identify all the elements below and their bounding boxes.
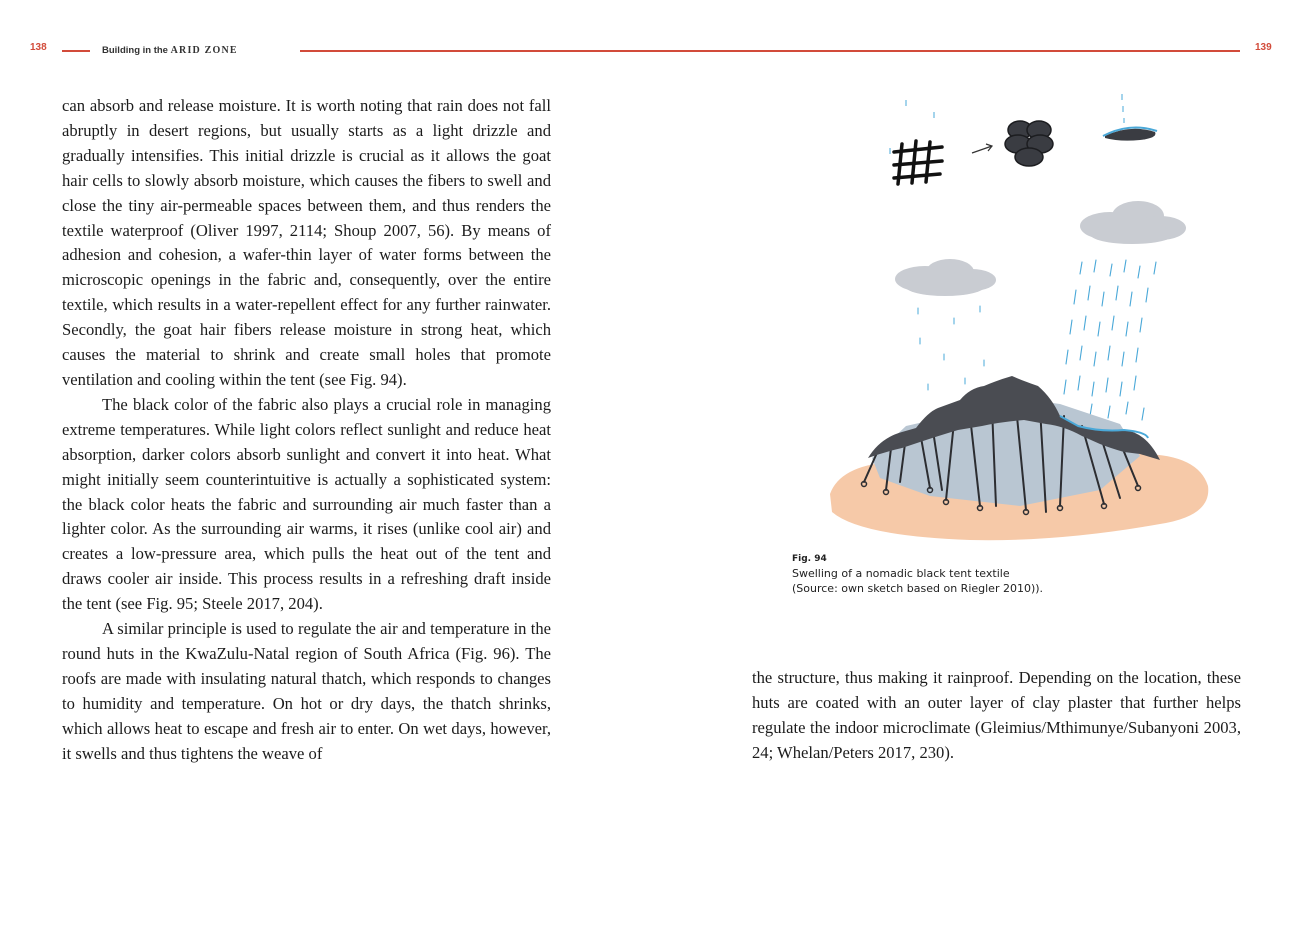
left-page-number: 138 [30, 42, 47, 53]
header-rule-long [300, 50, 1240, 52]
heavy-rain [1064, 260, 1156, 420]
body-paragraph: can absorb and release moisture. It is worth noting that rain does not fall abruptly in desert regions, but usually starts as a light drizzle and gradually intensifies. This initial drizzle is crucial as it allows the goat hair cells to slowly absorb moisture, which causes the fibers to swell and close the tiny air-permeable spaces between them, and thus renders the textile waterproof (Oliver 1997, 2114; Shoup 2007, 56). By means of adhesion and cohesion, a wafer-thin layer of water forms between the microscopic openings in the fabric and, consequently, over the entire textile, which results in a water-repellent effect for any further rainwater. Secondly, the goat hair fibers release moisture in strong heat, which causes the material to shrink and create small holes that promote ventilation and cooling within the tent (see Fig. 94). [62, 96, 551, 389]
small-cloud [895, 259, 996, 296]
running-title-emphasis: ARID ZONE [170, 45, 238, 56]
dry-weave-icon [894, 141, 942, 184]
figure-label: Fig. 94 [792, 554, 827, 564]
right-body-column [752, 666, 1241, 766]
body-paragraph: the structure, thus making it rainproof. Depending on the location, these huts are coated with an outer layer of clay plaster that further helps regulate the indoor microclimate (Gleimius/Mthimunye/Subanyoni 2003, 24; Whelan/Peters 2017, 230). [752, 668, 1241, 762]
right-page-number: 139 [1255, 42, 1272, 53]
body-paragraph: The black color of the fabric also plays a crucial role in managing extreme temperatures. While light colors reflect sunlight and reduce heat absorption, darker colors absorb sunlight and convert it into heat. What might initially seem counterintuitive is actually a sophisticated system: the black color heats the fabric and surrounding air much faster than a lighter color. As the surrounding air warms, it rises (unlike cool air) and creates a low-pressure area, which pulls the heat out of the tent and draws cooler air inside. This process results in a refreshing draft inside the tent (see Fig. 95; Steele 2017, 204). [62, 394, 551, 614]
running-title [102, 45, 238, 56]
swollen-weave-icon [1005, 121, 1053, 166]
large-cloud [1080, 201, 1186, 244]
arrow-icon [972, 144, 992, 153]
body-paragraph: A similar principle is used to regulate the air and temperature in the round huts in the KwaZulu-Natal region of South Africa (Fig. 96). The roofs are made with insulating natural thatch, which responds to changes to humidity and temperature. On hot or dry days, the thatch shrinks, which allows heat to escape and fresh air to enter. On wet days, however, it swells and thus tightens the weave of [62, 619, 551, 763]
figure-caption [792, 554, 1043, 596]
tent-textile-illustration [820, 86, 1220, 556]
light-rain [918, 306, 984, 390]
caption-line: Swelling of a nomadic black tent textile [792, 567, 1010, 580]
header-rule-short [62, 50, 90, 52]
left-body-column [62, 94, 551, 766]
caption-line: (Source: own sketch based on Riegler 2010)). [792, 582, 1044, 595]
running-title-text: Building in the [102, 45, 168, 56]
